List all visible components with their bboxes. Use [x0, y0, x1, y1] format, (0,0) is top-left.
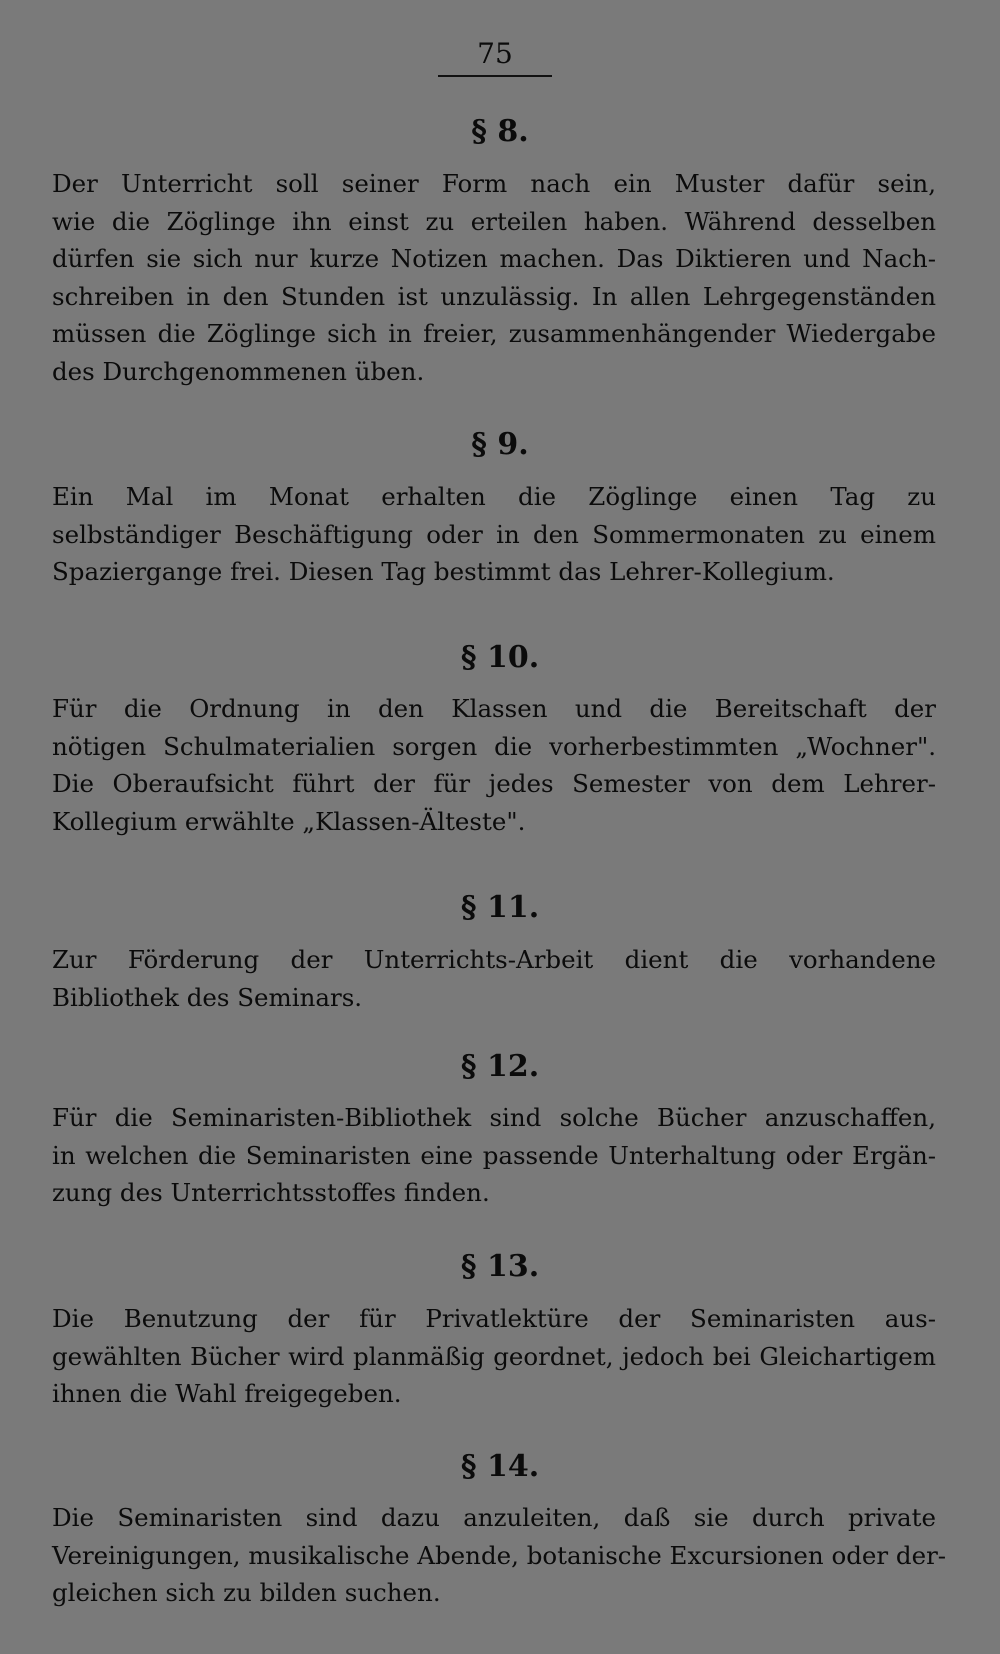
text-line: gleichen sich zu bilden suchen.: [52, 1578, 441, 1607]
page-number-rule: [438, 75, 552, 77]
section-12-paragraph: [52, 1099, 936, 1212]
text-line: Ein Mal im Monat erhalten die Zöglinge einen Tag zu: [52, 482, 936, 511]
section-8-paragraph: [52, 165, 936, 390]
section-heading-8: § 8.: [471, 114, 529, 149]
text-line: Zur Förderung der Unterrichts-Arbeit dient die vorhandene: [52, 945, 936, 974]
text-line: Die Oberaufsicht führt der für jedes Semester von dem Lehrer-: [52, 769, 936, 798]
text-line: gewählten Bücher wird planmäßig geordnet, jedoch bei Gleichartigem: [52, 1341, 936, 1371]
section-heading-9: § 9.: [471, 427, 529, 462]
text-line: des Durchgenommenen üben.: [52, 356, 425, 386]
section-14-paragraph: [52, 1499, 947, 1612]
text-line: Vereinigungen, musikalische Abende, botanische Excursionen oder der-: [52, 1540, 947, 1570]
text-line: ihnen die Wahl freigegeben.: [52, 1379, 402, 1408]
text-line: selbständiger Beschäftigung oder in den Sommermonaten zu einem: [52, 519, 936, 549]
text-line: dürfen sie sich nur kurze Notizen machen. Das Diktieren und Nach-: [52, 244, 936, 273]
text-line: Spaziergange frei. Diesen Tag bestimmt das Lehrer-Kollegium.: [52, 557, 835, 586]
section-heading-10: § 10.: [460, 640, 540, 675]
text-line: nötigen Schulmaterialien sorgen die vorherbestimmten „Wochner".: [52, 731, 936, 761]
text-line: Der Unterricht soll seiner Form nach ein Muster dafür sein,: [52, 169, 936, 198]
section-heading-12: § 12.: [460, 1049, 540, 1084]
section-13-paragraph: [52, 1300, 936, 1413]
text-line: wie die Zöglinge ihn einst zu erteilen haben. Während desselben: [52, 206, 936, 236]
section-10-paragraph: [52, 690, 936, 840]
section-heading-13: § 13.: [460, 1249, 540, 1284]
text-line: in welchen die Seminaristen eine passende Unterhaltung oder Ergän-: [52, 1140, 936, 1170]
section-heading-11: § 11.: [460, 890, 540, 925]
text-line: Kollegium erwählte „Klassen-Älteste".: [52, 806, 526, 836]
text-line: müssen die Zöglinge sich in freier, zusammenhängender Wiedergabe: [52, 319, 936, 348]
text-line: Für die Ordnung in den Klassen und die Bereitschaft der: [52, 694, 936, 723]
text-line: zung des Unterrichtsstoffes finden.: [52, 1178, 490, 1207]
section-11-paragraph: [52, 941, 936, 1016]
text-line: schreiben in den Stunden ist unzulässig. In allen Lehrgegenständen: [52, 281, 936, 311]
text-line: Die Seminaristen sind dazu anzuleiten, daß sie durch private: [52, 1503, 936, 1532]
section-9-paragraph: [52, 478, 936, 591]
text-line: Bibliothek des Seminars.: [52, 982, 363, 1012]
page-number: 75: [477, 37, 513, 70]
section-heading-14: § 14.: [460, 1449, 540, 1484]
text-line: Für die Seminaristen-Bibliothek sind solche Bücher anzuschaffen,: [52, 1103, 936, 1132]
text-line: Die Benutzung der für Privatlektüre der Seminaristen aus-: [52, 1304, 936, 1333]
